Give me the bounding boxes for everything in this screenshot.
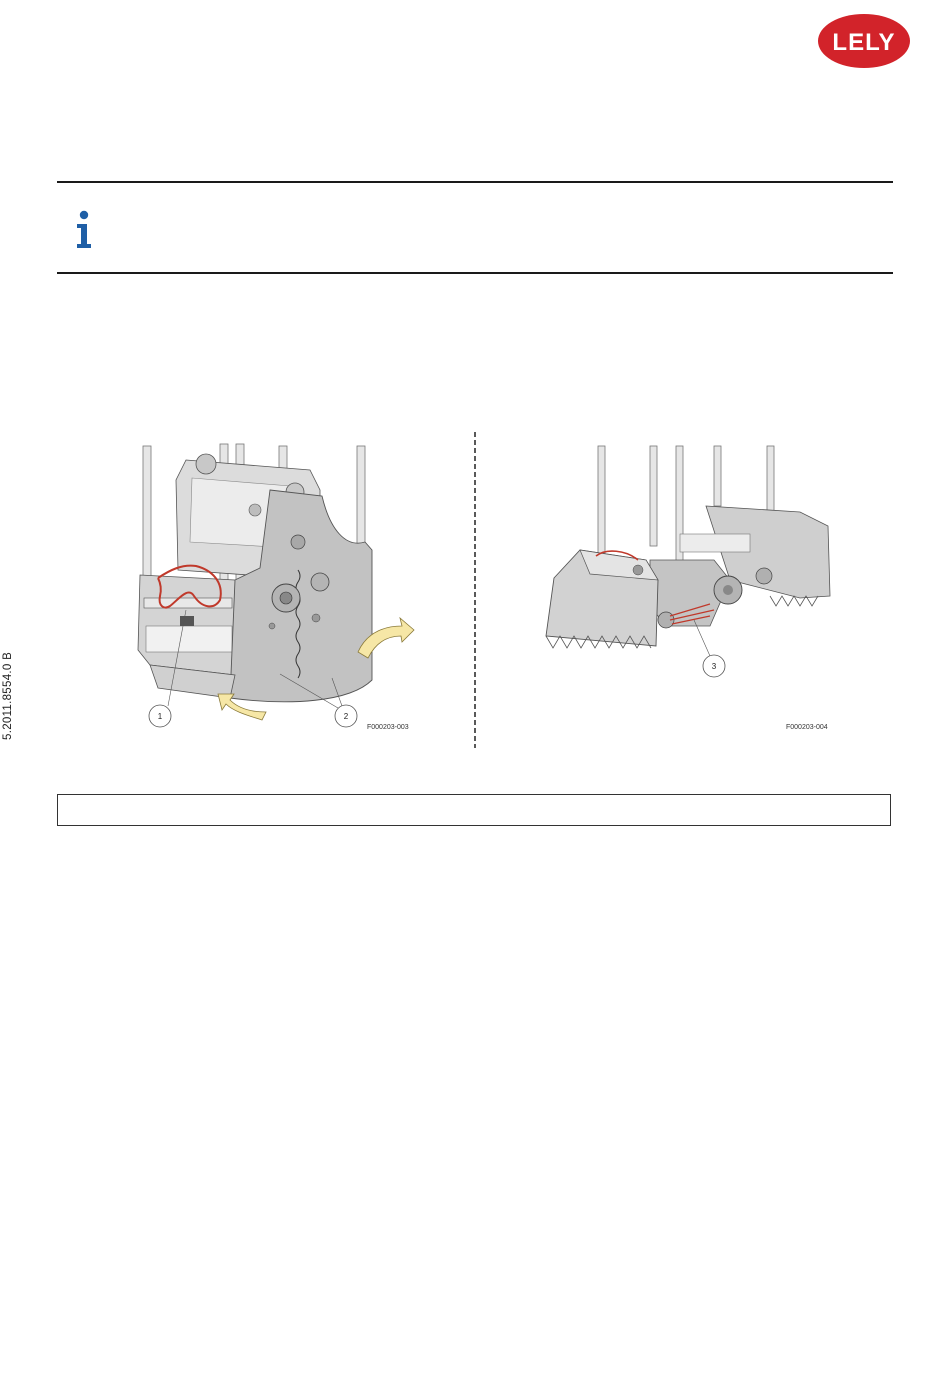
svg-text:LELY: LELY — [832, 29, 896, 56]
document-code: 5.2011.8554.0 B — [2, 651, 14, 740]
technical-illustration — [110, 430, 870, 750]
callout-2: 2 — [343, 712, 349, 721]
info-bottom-rule — [57, 272, 893, 274]
figure-code-left: F000203-003 — [367, 724, 409, 731]
callout-1: 1 — [157, 712, 163, 721]
lely-logo — [816, 12, 912, 70]
info-top-rule — [57, 181, 893, 183]
left-view-drawing — [138, 444, 414, 731]
callout-3: 3 — [711, 662, 717, 671]
right-view-drawing — [546, 446, 830, 731]
caption-box — [57, 794, 891, 826]
figure-code-right: F000203-004 — [786, 724, 828, 731]
info-icon — [74, 210, 94, 250]
